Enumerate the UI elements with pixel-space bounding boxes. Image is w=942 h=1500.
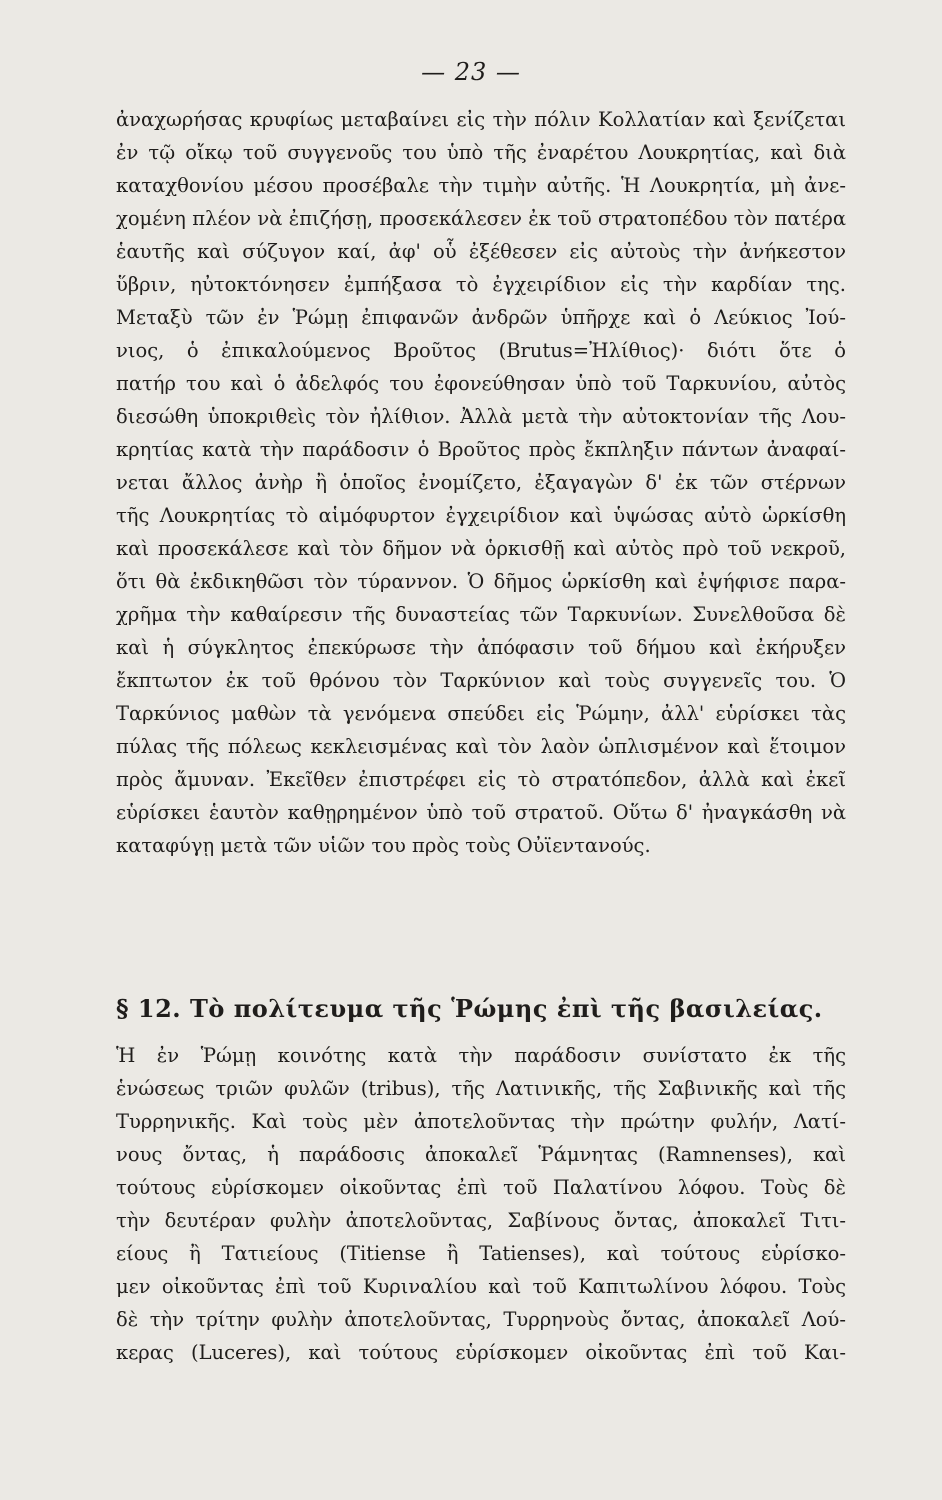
text-line: χομένη πλέον νὰ ἐπιζήσῃ, προσεκάλεσεν ἐκ τοῦ στρατοπέδου τὸν πατέρα xyxy=(116,207,846,230)
text-line: Ἡ ἐν Ῥώμῃ κοινότης κατὰ τὴν παράδοσιν συνίστατο ἐκ τῆς xyxy=(116,1044,846,1067)
text-line: ἔκπτωτον ἐκ τοῦ θρόνου τὸν Ταρκύνιον καὶ τοὺς συγγενεῖς του. Ὁ xyxy=(116,669,846,692)
text-line: χρῆμα τὴν καθαίρεσιν τῆς δυναστείας τῶν Ταρκυνίων. Συνελθοῦσα δὲ xyxy=(116,603,846,626)
text-line: Ταρκύνιος μαθὼν τὰ γενόμενα σπεύδει εἰς Ῥώμην, ἀλλ' εὑρίσκει τὰς xyxy=(116,702,846,725)
text-line: πύλας τῆς πόλεως κεκλεισμένας καὶ τὸν λαὸν ὡπλισμένον καὶ ἕτοιμον xyxy=(116,735,846,758)
text-line: κερας (Luceres), καὶ τούτους εὑρίσκομεν οἰκοῦντας ἐπὶ τοῦ Και- xyxy=(116,1341,846,1364)
text-line: καταχθονίου μέσου προσέβαλε τὴν τιμὴν αὐτῆς. Ἡ Λουκρητία, μὴ ἀνε- xyxy=(116,174,846,197)
text-line: ὅτι θὰ ἐκδικηθῶσι τὸν τύραννον. Ὁ δῆμος ὡρκίσθη καὶ ἐψήφισε παρα- xyxy=(116,570,846,593)
text-line: δὲ τὴν τρίτην φυλὴν ἀποτελοῦντας, Τυρρηνοὺς ὄντας, ἀποκαλεῖ Λού- xyxy=(116,1308,846,1331)
text-line: ἑαυτῆς καὶ σύζυγον καί, ἀφ' οὗ ἐξέθεσεν εἰς αὐτοὺς τὴν ἀνήκεστον xyxy=(116,240,846,263)
paragraph-1 xyxy=(116,103,846,862)
text-line: καὶ προσεκάλεσε καὶ τὸν δῆμον νὰ ὁρκισθῇ καὶ αὐτὸς πρὸ τοῦ νεκροῦ, xyxy=(116,537,846,560)
text-line: διεσώθη ὑποκριθεὶς τὸν ἠλίθιον. Ἀλλὰ μετὰ τὴν αὐτοκτονίαν τῆς Λου- xyxy=(116,405,846,428)
text-line: τούτους εὑρίσκομεν οἰκοῦντας ἐπὶ τοῦ Παλατίνου λόφου. Τοὺς δὲ xyxy=(116,1176,846,1199)
text-line: τὴν δευτέραν φυλὴν ἀποτελοῦντας, Σαβίνους ὄντας, ἀποκαλεῖ Τιτι- xyxy=(116,1209,846,1232)
text-line: νεται ἄλλος ἀνὴρ ἢ ὁποῖος ἐνομίζετο, ἐξαγαγὼν δ' ἐκ τῶν στέρνων xyxy=(116,471,846,494)
paragraph-2 xyxy=(116,1039,846,1369)
text-line: ἀναχωρήσας κρυφίως μεταβαίνει εἰς τὴν πόλιν Κολλατίαν καὶ ξενίζεται xyxy=(116,108,846,131)
text-line: εὑρίσκει ἑαυτὸν καθῃρημένον ὑπὸ τοῦ στρατοῦ. Οὕτω δ' ἠναγκάσθη νὰ xyxy=(116,801,846,824)
text-line: κρητίας κατὰ τὴν παράδοσιν ὁ Βροῦτος πρὸς ἔκπληξιν πάντων ἀναφαί- xyxy=(116,438,846,461)
page-number: — 23 — xyxy=(421,58,521,86)
text-line: πρὸς ἄμυναν. Ἐκεῖθεν ἐπιστρέφει εἰς τὸ στρατόπεδον, ἀλλὰ καὶ ἐκεῖ xyxy=(116,768,846,791)
text-line: καταφύγῃ μετὰ τῶν υἱῶν του πρὸς τοὺς Οὐϊεντανούς. xyxy=(116,834,651,857)
section-heading: § 12. Τὸ πολίτευμα τῆς Ῥώμης ἐπὶ τῆς βασιλείας. xyxy=(116,994,823,1023)
text-line: πατήρ του καὶ ὁ ἀδελφός του ἐφονεύθησαν ὑπὸ τοῦ Ταρκυνίου, αὐτὸς xyxy=(116,372,846,395)
text-line: τῆς Λουκρητίας τὸ αἱμόφυρτον ἐγχειρίδιον καὶ ὑψώσας αὐτὸ ὡρκίσθη xyxy=(116,504,846,527)
text-line: καὶ ἡ σύγκλητος ἐπεκύρωσε τὴν ἀπόφασιν τοῦ δήμου καὶ ἐκήρυξεν xyxy=(116,636,846,659)
text-line: ἑνώσεως τριῶν φυλῶν (tribus), τῆς Λατινικῆς, τῆς Σαβινικῆς καὶ τῆς xyxy=(116,1077,846,1100)
text-line: είους ἢ Τατιείους (Titiense ἢ Tatienses), καὶ τούτους εὑρίσκο- xyxy=(116,1242,846,1265)
text-line: νιος, ὁ ἐπικαλούμενος Βροῦτος (Brutus=Ἠλίθιος)· διότι ὅτε ὁ xyxy=(116,339,846,362)
text-line: ὕβριν, ηὐτοκτόνησεν ἐμπήξασα τὸ ἐγχειρίδιον εἰς τὴν καρδίαν της. xyxy=(116,273,846,296)
text-line: μεν οἰκοῦντας ἐπὶ τοῦ Κυριναλίου καὶ τοῦ Καπιτωλίνου λόφου. Τοὺς xyxy=(116,1275,846,1298)
text-line: νους ὄντας, ἡ παράδοσις ἀποκαλεῖ Ῥάμνητας (Ramnenses), καὶ xyxy=(116,1143,846,1166)
text-line: Μεταξὺ τῶν ἐν Ῥώμῃ ἐπιφανῶν ἀνδρῶν ὑπῆρχε καὶ ὁ Λεύκιος Ἰού- xyxy=(116,306,846,329)
text-line: Τυρρηνικῆς. Καὶ τοὺς μὲν ἀποτελοῦντας τὴν πρώτην φυλήν, Λατί- xyxy=(116,1110,846,1133)
text-line: ἐν τῷ οἴκῳ τοῦ συγγενοῦς του ὑπὸ τῆς ἐναρέτου Λουκρητίας, καὶ διὰ xyxy=(116,141,846,164)
